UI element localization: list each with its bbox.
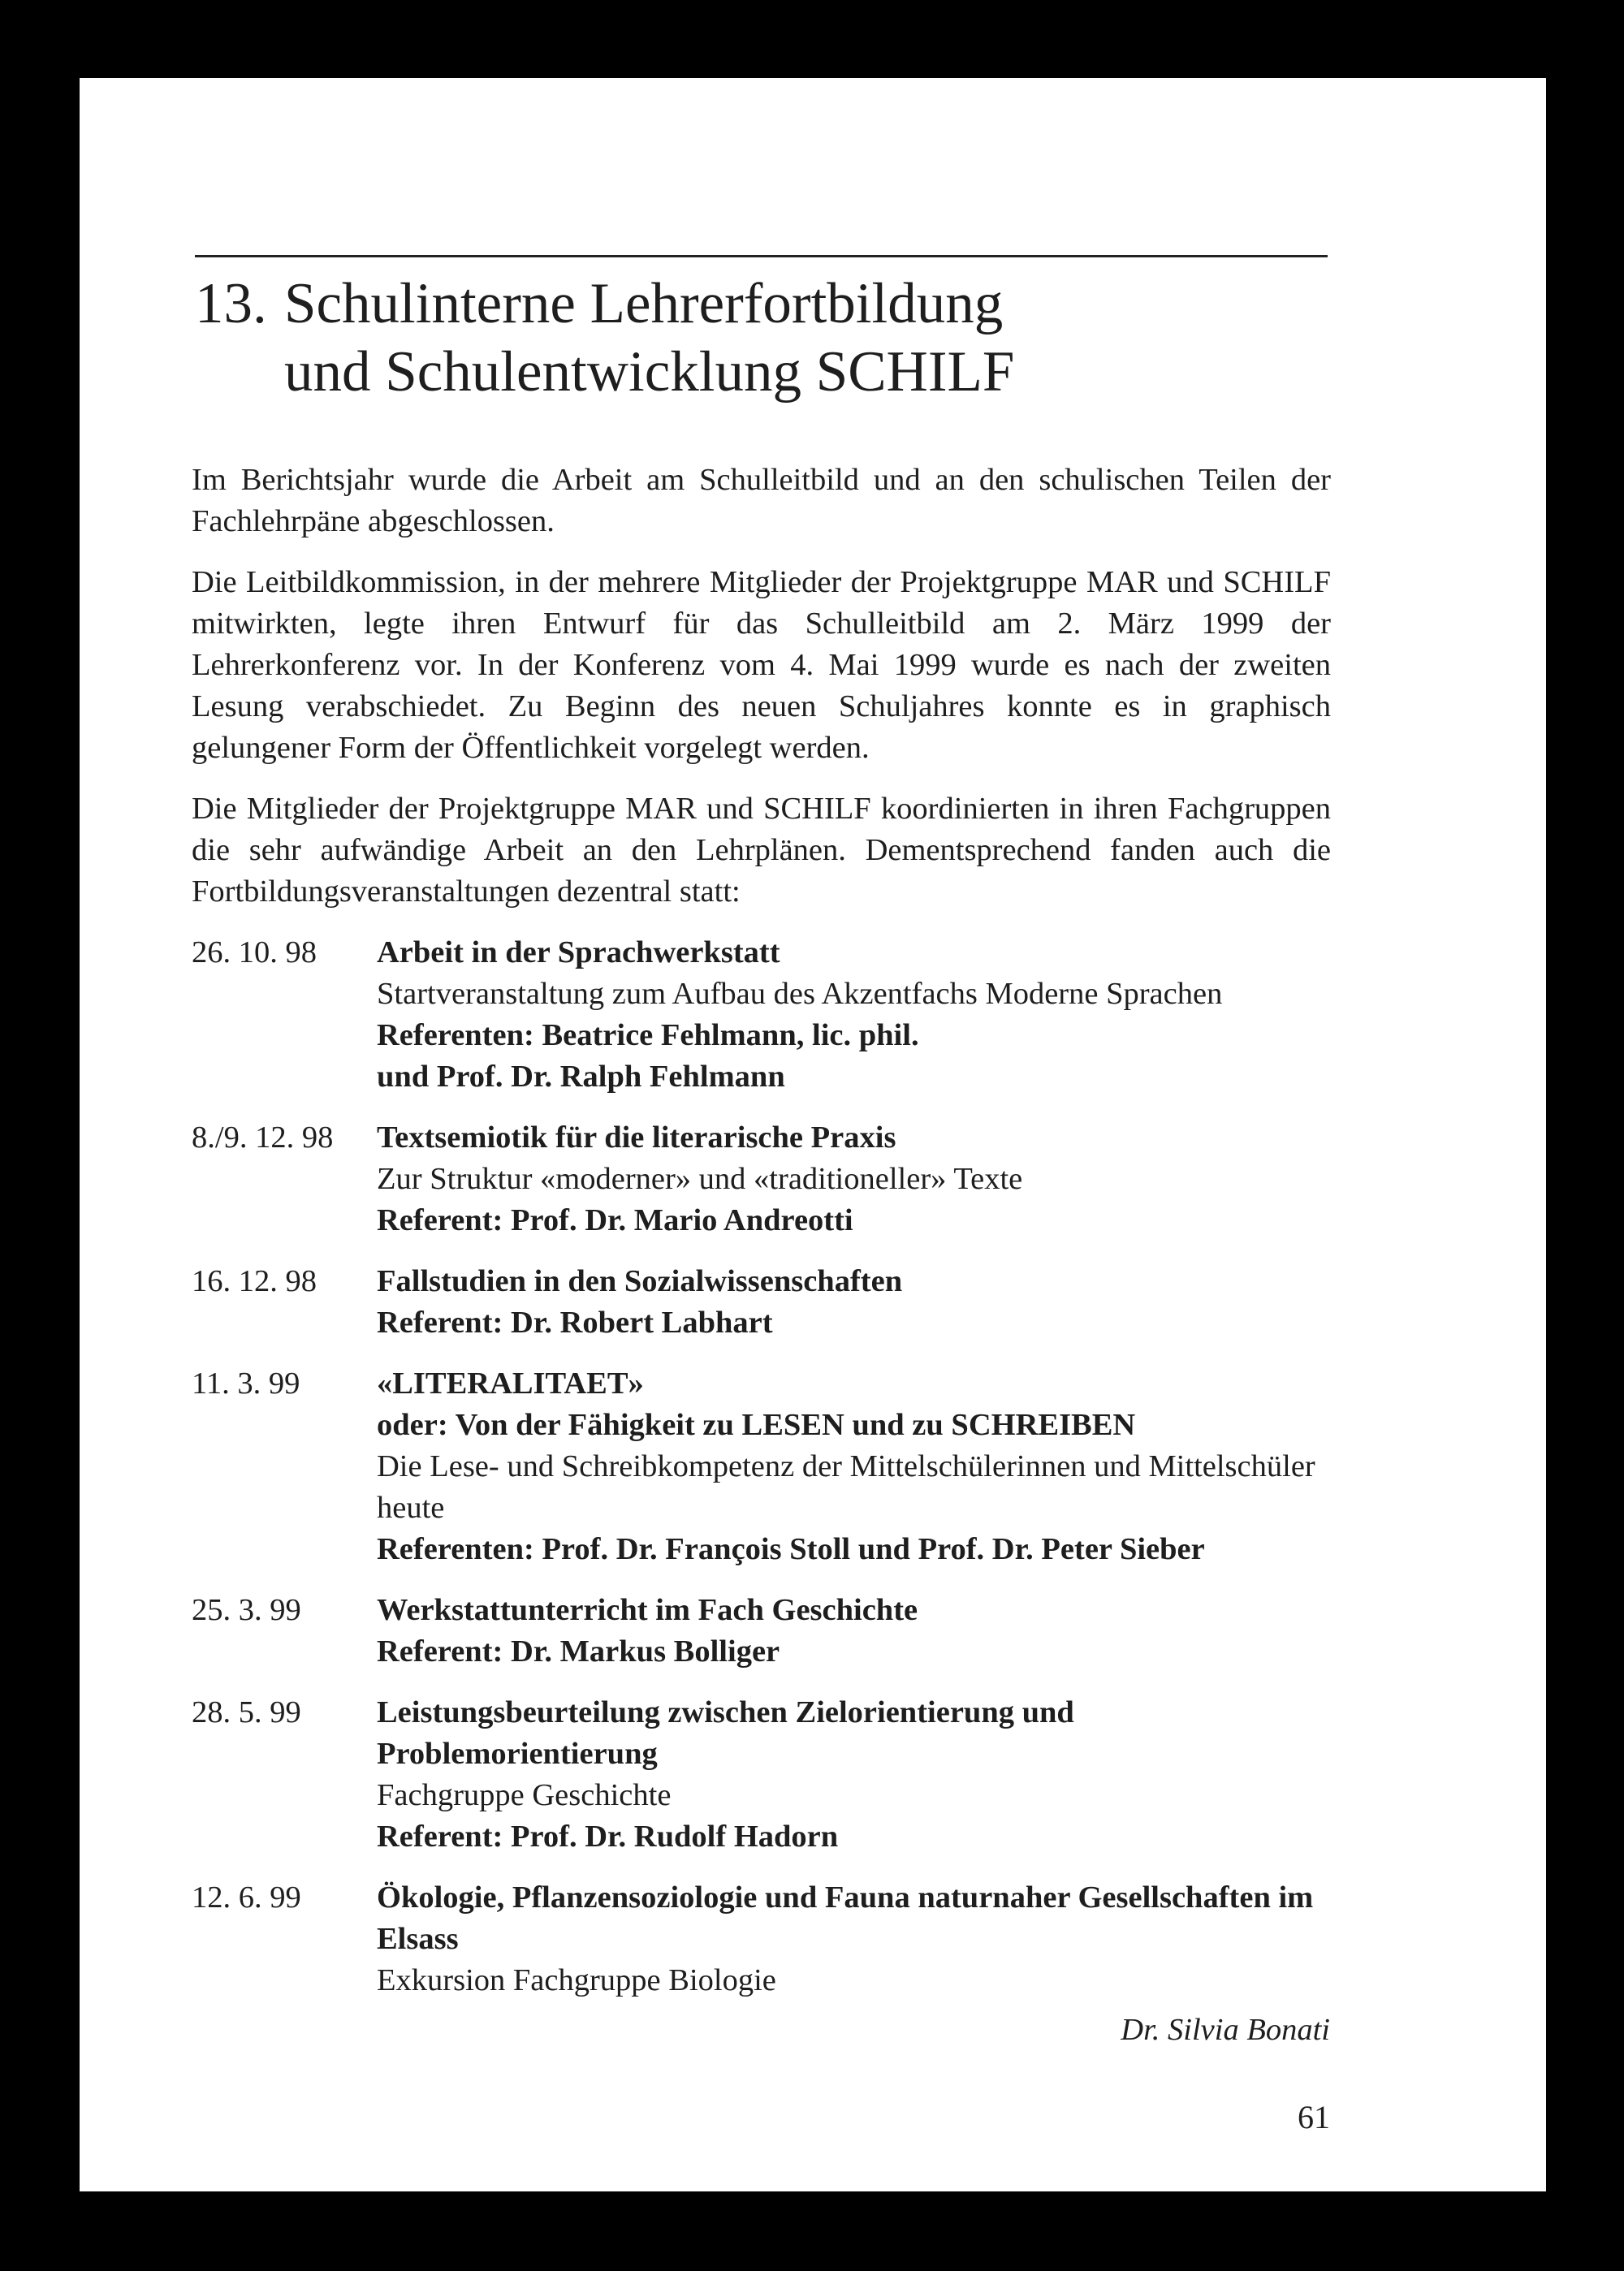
heading-line-1: Schulinterne Lehrerfortbildung <box>284 272 1004 335</box>
event-description-line: Die Lese- und Schreibkompetenz der Mittelschülerinnen und Mittelschüler heute <box>377 1449 1315 1525</box>
document-page <box>80 78 1546 2191</box>
event-details <box>377 1117 1331 1241</box>
author-signature: Dr. Silvia Bonati <box>1121 2013 1330 2047</box>
event-date: 28. 5. 99 <box>192 1695 301 1729</box>
event-title-line: oder: Von der Fähigkeit zu LESEN und zu SCHREIBEN <box>377 1408 1136 1442</box>
event-entry <box>192 1590 1331 1673</box>
event-details <box>377 1877 1331 2001</box>
event-title-line: Fallstudien in den Sozialwissenschaften <box>377 1264 903 1298</box>
event-entry <box>192 932 1331 1098</box>
paragraph: Die Leitbildkommission, in der mehrere Mitglieder der Projektgruppe MAR und SCHILF mitwirkten, legte ihren Entwurf für das Schulleitbild am 2. März 1999 der Lehrerkonferenz vor. In der Konferenz vom 4. Mai 1999 wurde es nach der zweiten Lesung verabschiedet. Zu Beginn des neuen Schuljahres konnte es in graphisch gelungener Form der Öffentlichkeit vorgelegt werden. <box>192 565 1331 765</box>
event-title-line: «LITERALITAET» <box>377 1366 644 1401</box>
event-date: 12. 6. 99 <box>192 1880 301 1915</box>
event-title-line: Referent: Prof. Dr. Rudolf Hadorn <box>377 1820 839 1854</box>
section-heading <box>195 270 1014 406</box>
event-details <box>377 1363 1331 1570</box>
event-description-line: Fachgruppe Geschichte <box>377 1778 672 1812</box>
event-entry <box>192 1117 1331 1241</box>
event-description-line: Startveranstaltung zum Aufbau des Akzentfachs Moderne Sprachen <box>377 977 1223 1011</box>
event-title-line: Referenten: Prof. Dr. François Stoll und Prof. Dr. Peter Sieber <box>377 1532 1205 1566</box>
page-number: 61 <box>1298 2099 1330 2135</box>
event-details <box>377 1692 1331 1858</box>
event-entry <box>192 1692 1331 1858</box>
heading-line-2: und Schulentwicklung SCHILF <box>284 340 1015 404</box>
event-date: 16. 12. 98 <box>192 1264 317 1298</box>
event-title-line: und Prof. Dr. Ralph Fehlmann <box>377 1060 785 1094</box>
event-title-line: Referenten: Beatrice Fehlmann, lic. phil. <box>377 1018 919 1052</box>
event-entry <box>192 1261 1331 1344</box>
event-details <box>377 1261 1331 1344</box>
event-description-line: Zur Struktur «moderner» und «traditioneller» Texte <box>377 1162 1023 1196</box>
event-title-line: Ökologie, Pflanzensoziologie und Fauna naturnaher Gesellschaften im Elsass <box>377 1880 1314 1956</box>
event-title-line: Textsemiotik für die literarische Praxis <box>377 1120 896 1155</box>
event-date: 8./9. 12. 98 <box>192 1120 334 1155</box>
event-title-line: Referent: Dr. Markus Bolliger <box>377 1634 780 1669</box>
event-title-line: Arbeit in der Sprachwerkstatt <box>377 935 780 969</box>
body-text <box>192 460 1331 2021</box>
event-list <box>192 932 1331 2001</box>
event-date: 25. 3. 99 <box>192 1593 301 1627</box>
event-title-line: Referent: Dr. Robert Labhart <box>377 1306 773 1340</box>
event-entry <box>192 1877 1331 2001</box>
event-title-line: Werkstattunterricht im Fach Geschichte <box>377 1593 918 1627</box>
event-title-line: Referent: Prof. Dr. Mario Andreotti <box>377 1203 853 1237</box>
event-date: 26. 10. 98 <box>192 935 317 969</box>
event-title-line: Leistungsbeurteilung zwischen Zielorientierung und Problemorientierung <box>377 1695 1074 1771</box>
event-date: 11. 3. 99 <box>192 1366 300 1401</box>
paragraph: Im Berichtsjahr wurde die Arbeit am Schulleitbild und an den schulischen Teilen der Fachlehrpäne abgeschlossen. <box>192 463 1331 538</box>
event-description-line: Exkursion Fachgruppe Biologie <box>377 1963 776 1997</box>
event-details <box>377 1590 1331 1673</box>
event-details <box>377 932 1331 1098</box>
event-entry <box>192 1363 1331 1570</box>
section-number: 13. <box>195 272 267 335</box>
heading-rule <box>195 255 1328 257</box>
paragraph: Die Mitglieder der Projektgruppe MAR und SCHILF koordinierten in ihren Fachgruppen die sehr aufwändige Arbeit an den Lehrplänen. Dementsprechend fanden auch die Fortbildungsveranstaltungen dezentral statt: <box>192 792 1331 909</box>
